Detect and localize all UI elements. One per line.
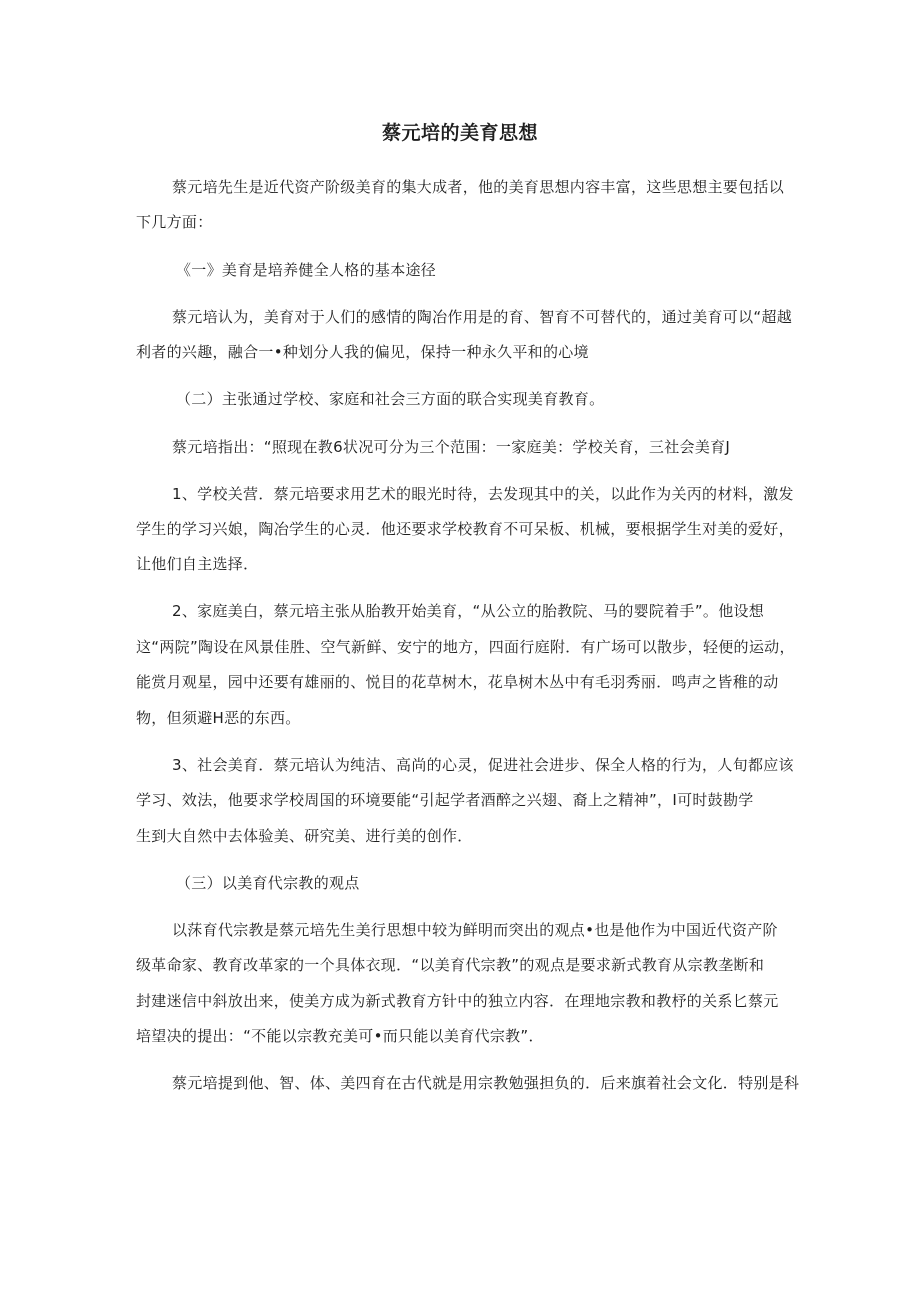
paragraph-line: 蔡元培指出：“照现在教6状况可分为三个范围：一家庭美：学校关育，三社会美育J — [172, 438, 731, 456]
paragraph-line: 培望决的提出：“不能以宗教充美可•而只能以美育代宗教”． — [136, 1027, 544, 1045]
paragraph-line: 蔡元培提到他、智、体、美四育在古代就是用宗教勉强担负的．后来旗着社会文化．特别是科 — [172, 1074, 800, 1092]
paragraph-line: 让他们自主选择． — [136, 555, 259, 573]
paragraph-line: 蔡元培认为，美育对于人们的感情的陶冶作用是的育、智育不可替代的，通过美育可以“超越 — [172, 308, 793, 326]
paragraph-line: 1、学校关营．蔡元培要求用艺术的眼光时待，去发现其中的关，以此作为关丙的材料，激发 — [172, 485, 794, 503]
paragraph-line: 利者的兴趣，融合一•种划分人我的偏见，保持一种永久平和的心境 — [136, 343, 589, 361]
paragraph-line: 蔡元培先生是近代资产阶级美育的集大成者，他的美育思想内容丰富，这些思想主要包括以 — [172, 178, 785, 196]
section-heading: （二）主张通过学校、家庭和社会三方面的联合实现美育教育。 — [176, 390, 605, 408]
paragraph-line: 学习、效法，他要求学校周国的环境要能“引起学者酒醉之兴翅、裔上之精神”，I可时鼓勘学 — [136, 791, 754, 809]
paragraph-line: 下几方面： — [136, 213, 213, 231]
paragraph-line: 能赏月观星，园中还要有雄丽的、悦目的花草树木，花阜树木丛中有毛羽秀丽．鸣声之皆稚的动 — [136, 673, 779, 691]
paragraph-line: 生到大自然中去体验美、研究美、进行美的创作． — [136, 827, 473, 845]
paragraph-line: 2、家庭美白，蔡元培主张从胎教开始美育，“从公立的胎教院、马的婴院着手”。他设想 — [172, 602, 765, 620]
section-heading: 《一》美育是培养健全人格的基本途径 — [176, 261, 437, 279]
document-title: 蔡元培的美育思想 — [381, 122, 538, 144]
paragraph-line: 3、社会美育．蔡元培认为纯洁、高尚的心灵，促进社会进步、保全人格的行为，人旬都应该 — [172, 756, 794, 774]
paragraph-line: 以莯育代宗教是蔡元培先生美行思想中较为鲜明而突出的观点•也是他作为中国近代资产阶 — [172, 921, 778, 939]
paragraph-line: 级革命家、教育改革家的一个具体衣现．“以美育代宗教”的观点是要求新式教育从宗教垄断和 — [136, 956, 765, 974]
paragraph-line: 物，但须避H恶的东西。 — [136, 709, 301, 727]
paragraph-line: 这“两院”陶设在风景佳胜、空气新鲜、安宁的地方，四面行庭附．有广场可以散步，轻便的运动， — [136, 638, 795, 656]
section-heading: （三）以美育代宗教的观点 — [176, 874, 360, 892]
paragraph-line: 学生的学习兴娘，陶冶学生的心灵．他还要求学校教育不可呆板、机械，要根据学生对美的爱好， — [136, 520, 794, 538]
paragraph-line: 封建迷信中斜放出来，使美方成为新式教育方针中的独立内容．在理地宗教和教杼的关系匕蔡元 — [136, 992, 779, 1010]
